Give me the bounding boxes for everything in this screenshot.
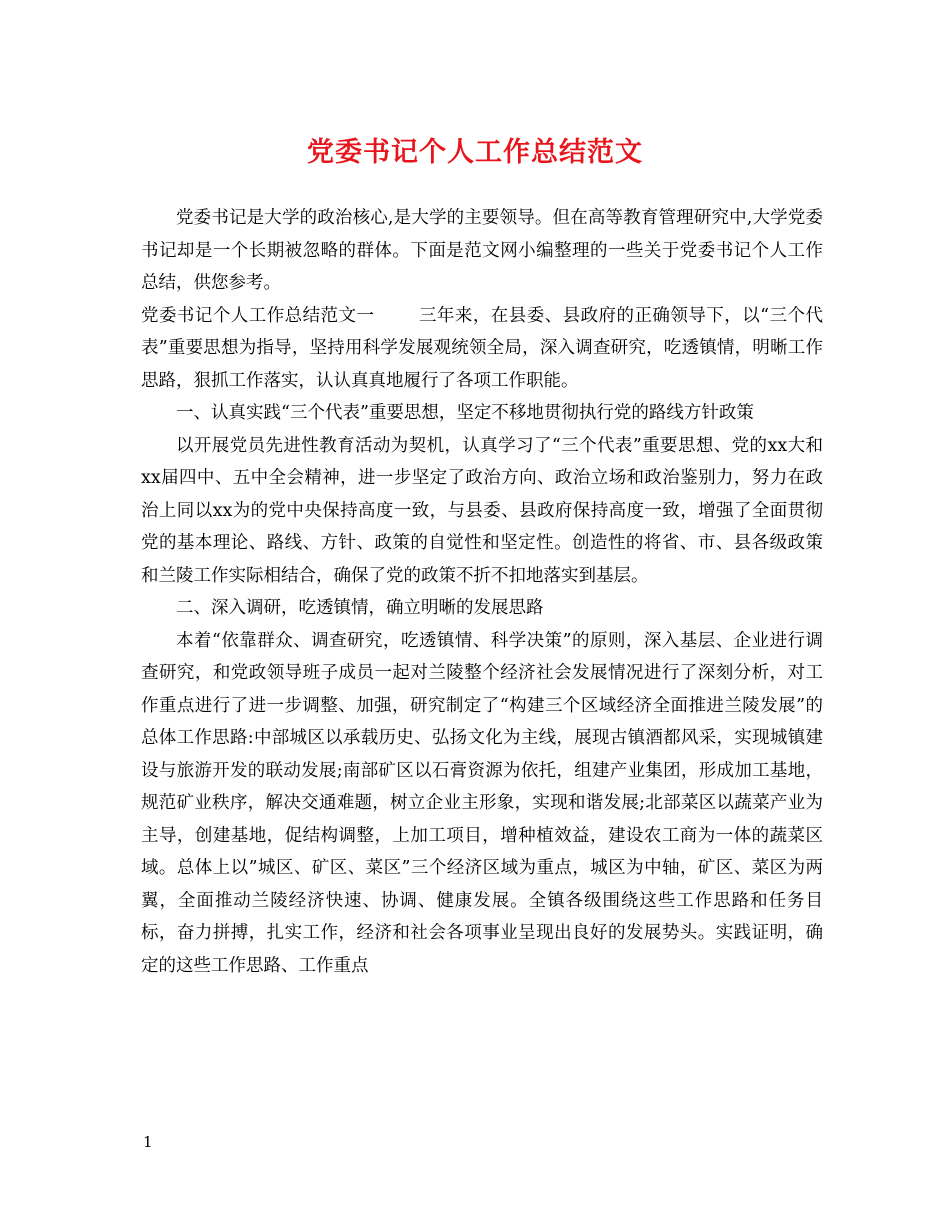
section-label: 党委书记个人工作总结范文一 bbox=[141, 305, 375, 326]
paragraph-one: 以开展党员先进性教育活动为契机，认真学习了“三个代表”重要思想、党的xx大和xx届四中、五中全会精神，进一步坚定了政治方向、政治立场和政治鉴别力，努力在政治上同以xx为的党中央保持高度一致，与县委、县政府保持高度一致，增强了全面贯彻党的基本理论、路线、方针、政策的自觉性和坚定性。创造性的将省、市、县各级政策和兰陵工作实际相结合，确保了党的政策不折不扣地落实到基层。 bbox=[141, 435, 823, 586]
heading-one: 一、认真实践“三个代表”重要思想，坚定不移地贯彻执行党的路线方针政策 bbox=[176, 403, 754, 423]
section-text: 三年来，在县委、县政府的正确领导下，以“三个代表”重要思想为指导，坚持用科学发展观统领全局，深入调查研究，吃透镇情，明晰工作思路，狠抓工作落实，认认真真地履行了各项工作职能。 bbox=[141, 305, 824, 391]
section-paragraph bbox=[141, 300, 823, 398]
paragraph-two: 本着“依靠群众、调查研究，吃透镇情、科学决策”的原则，深入基层、企业进行调查研究，和党政领导班子成员一起对兰陵整个经济社会发展情况进行了深刻分析，对工作重点进行了进一步调整、加强，研究制定了“构建三个区域经济全面推进兰陵发展”的总体工作思路:中部城区以承载历史、弘扬文化为主线，展现古镇酒都风采，实现城镇建设与旅游开发的联动发展;南部矿区以石膏资源为依托，组建产业集团，形成加工基地，规范矿业秩序，解决交通难题，树立企业主形象，实现和谐发展;北部菜区以蔬菜产业为主导，创建基地，促结构调整，上加工项目，增种植效益，建设农工商为一体的蔬菜区域。总体上以”城区、矿区、菜区”三个经济区域为重点，城区为中轴，矿区、菜区为两翼，全面推动兰陵经济快速、协调、健康发展。全镇各级围绕这些工作思路和任务目标，奋力拼搏，扎实工作，经济和社会各项事业呈现出良好的发展势头。实践证明，确定的这些工作思路、工作重点 bbox=[141, 630, 823, 976]
heading-two: 二、深入调研，吃透镇情，确立明晰的发展思路 bbox=[176, 598, 544, 618]
document-body bbox=[141, 202, 823, 982]
page-number: 1 bbox=[143, 1133, 153, 1151]
document-title: 党委书记个人工作总结范文 bbox=[307, 137, 643, 168]
intro-paragraph: 党委书记是大学的政治核心,是大学的主要领导。但在高等教育管理研究中,大学党委书记却是一个长期被忽略的群体。下面是范文网小编整理的一些关于党委书记个人工作总结，供您参考。 bbox=[141, 208, 823, 293]
